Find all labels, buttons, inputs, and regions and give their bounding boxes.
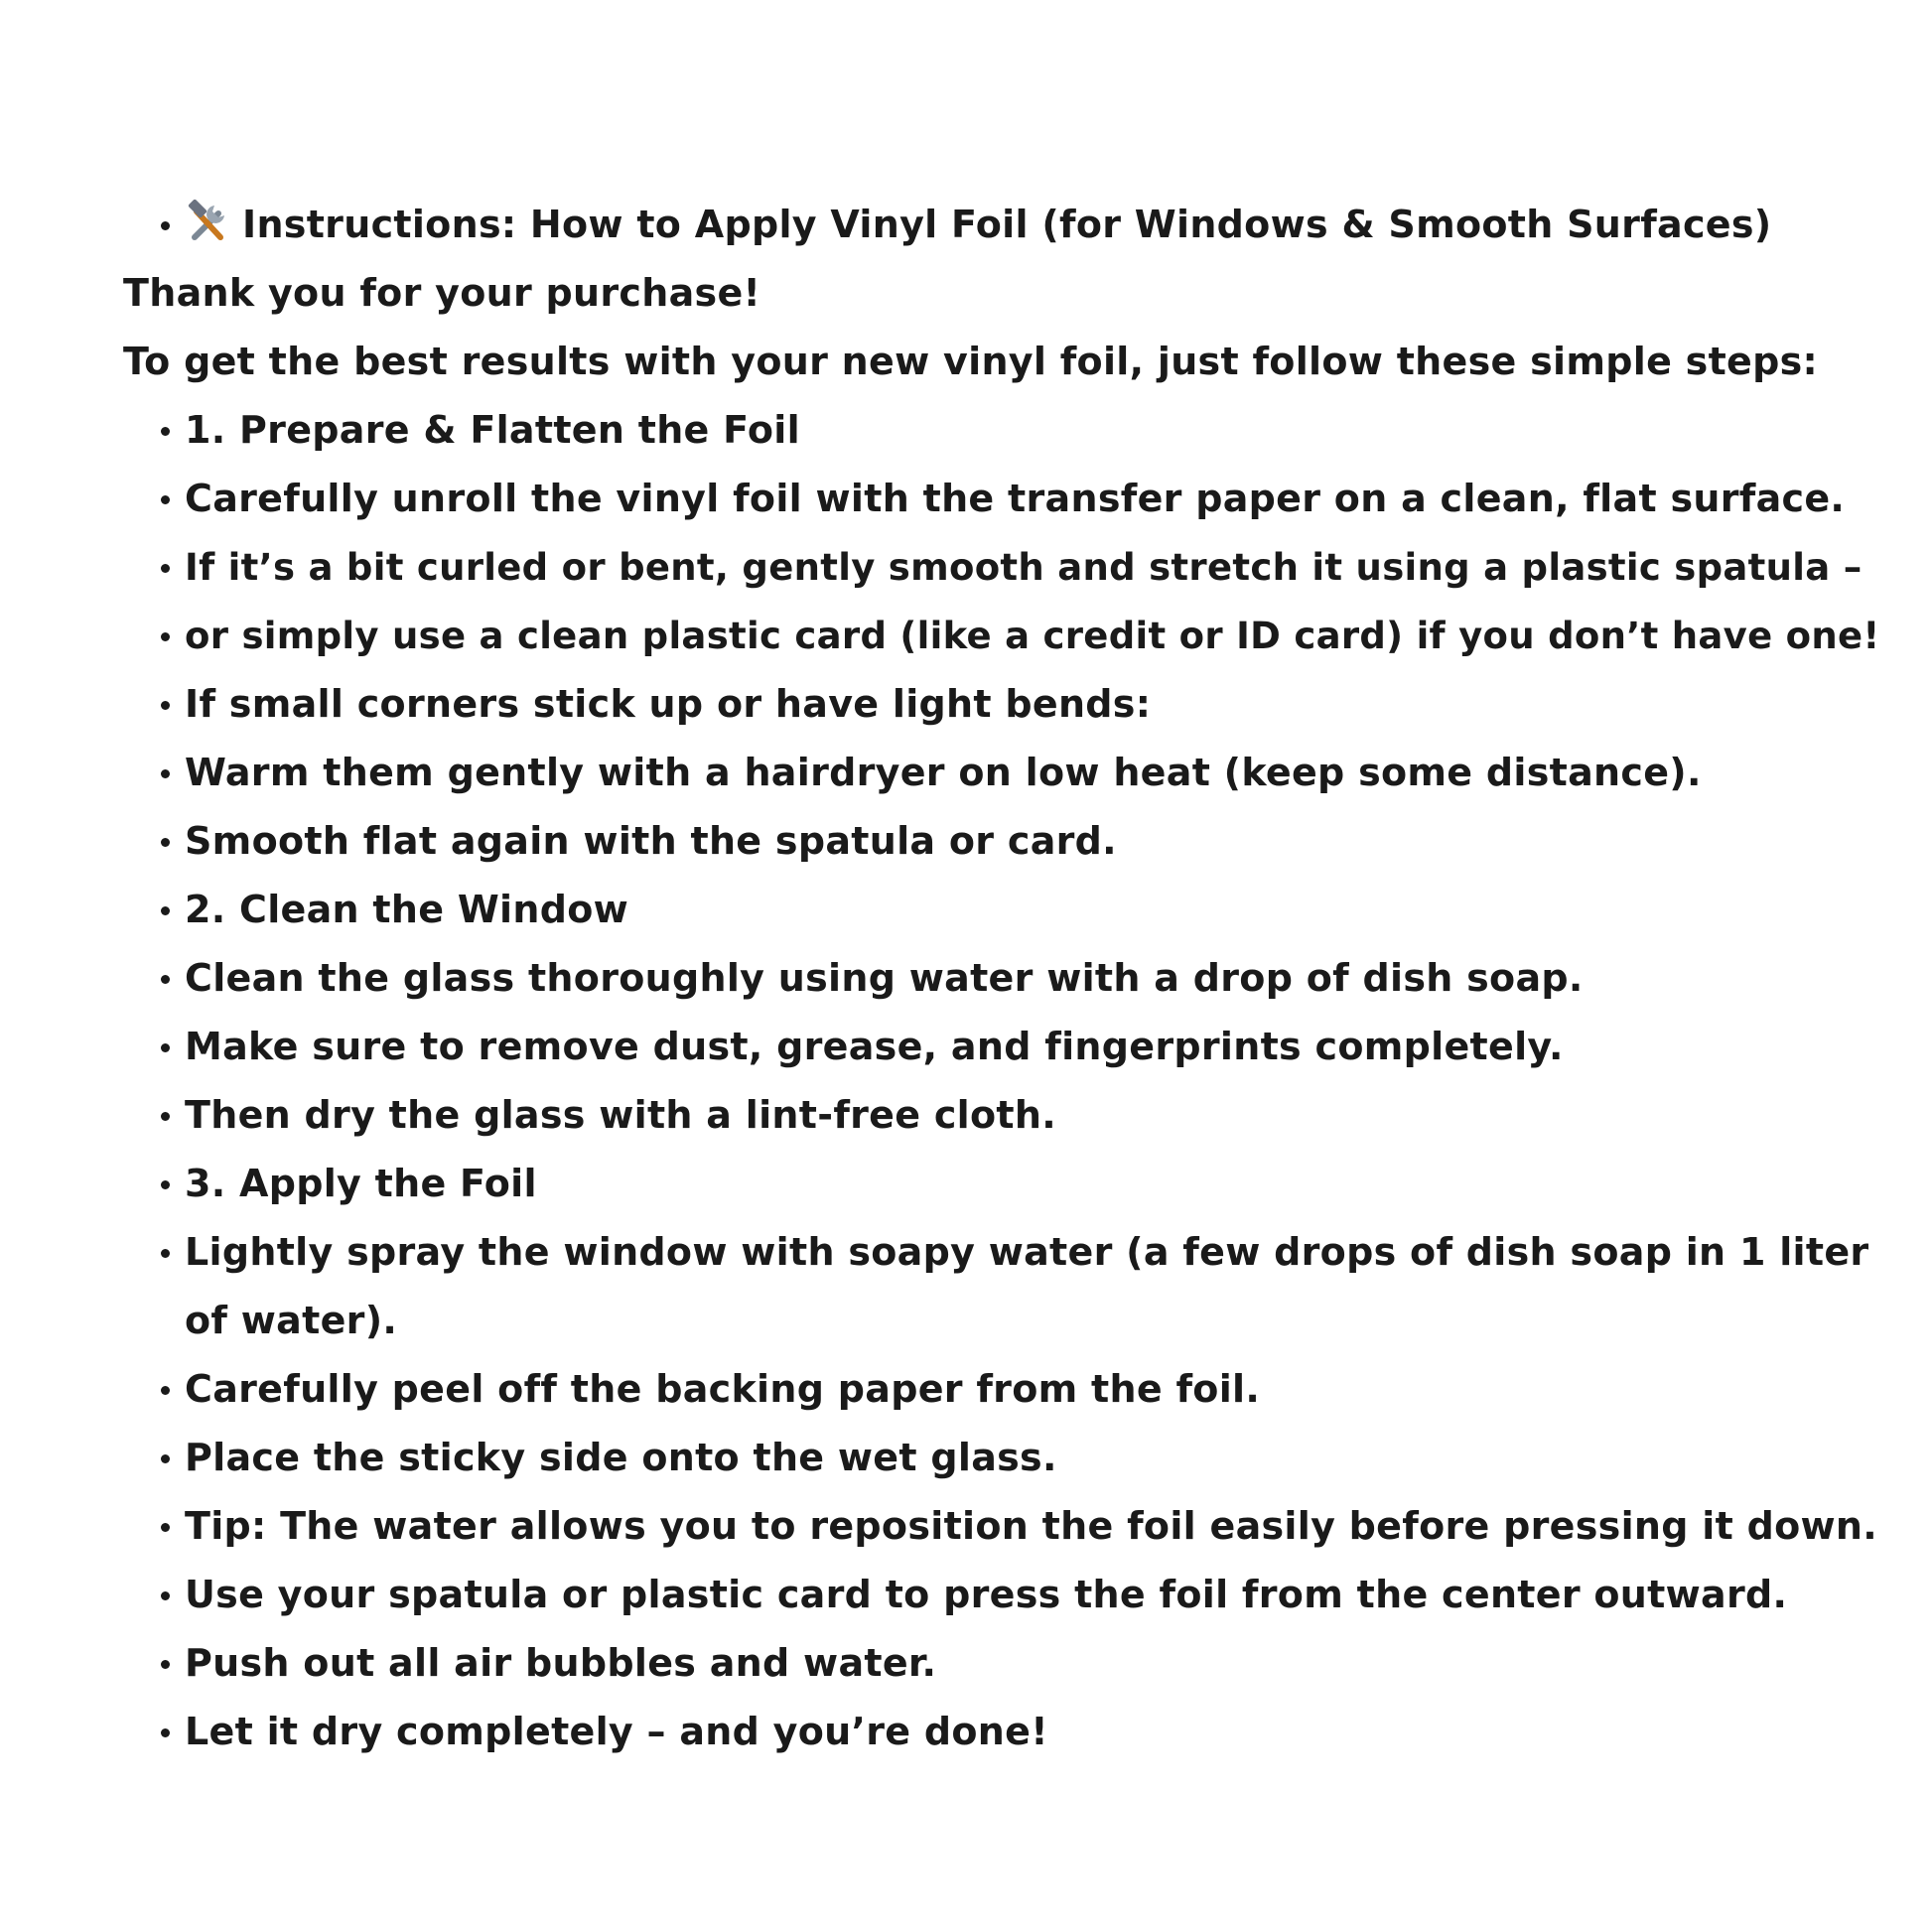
intro-line: To get the best results with your new vinyl foil, just follow these simple steps: bbox=[123, 340, 1819, 383]
list-item-continuation: of water). bbox=[185, 1299, 398, 1342]
list-item: Push out all air bubbles and water. bbox=[123, 1629, 1890, 1698]
list-item: Use your spatula or plastic card to press the foil from the center outward. bbox=[123, 1561, 1890, 1629]
list-item: Carefully peel off the backing paper from the foil. bbox=[123, 1355, 1890, 1424]
list-item: Warm them gently with a hairdryer on low heat (keep some distance). bbox=[123, 739, 1890, 807]
list-item: Let it dry completely – and you’re done! bbox=[123, 1698, 1890, 1766]
tip-item: Tip: The water allows you to reposition the foil easily before pressing it down. bbox=[123, 1492, 1890, 1561]
step-3-heading: 3. Apply the Foil bbox=[123, 1150, 1890, 1218]
list-item: Lightly spray the window with soapy water (a few drops of dish soap in 1 liter bbox=[123, 1218, 1890, 1287]
instructions-document bbox=[123, 191, 1890, 1766]
title-line bbox=[123, 191, 1890, 259]
list-item: Make sure to remove dust, grease, and fingerprints completely. bbox=[123, 1013, 1890, 1081]
list-item: Carefully unroll the vinyl foil with the transfer paper on a clean, flat surface. bbox=[123, 465, 1890, 533]
list-item: If it’s a bit curled or bent, gently smooth and stretch it using a plastic spatula – bbox=[123, 533, 1890, 602]
list-item: Place the sticky side onto the wet glass. bbox=[123, 1424, 1890, 1492]
list-item: Smooth flat again with the spatula or card. bbox=[123, 807, 1890, 876]
hammer-and-wrench-icon bbox=[185, 199, 230, 244]
title-text: Instructions: How to Apply Vinyl Foil (for Windows & Smooth Surfaces) bbox=[242, 203, 1772, 246]
list-item: or simply use a clean plastic card (like a credit or ID card) if you don’t have one! bbox=[123, 602, 1890, 670]
thanks-line: Thank you for your purchase! bbox=[123, 271, 761, 315]
list-item: If small corners stick up or have light bends: bbox=[123, 670, 1890, 739]
step-1-heading: 1. Prepare & Flatten the Foil bbox=[123, 396, 1890, 465]
list-item: Clean the glass thoroughly using water with a drop of dish soap. bbox=[123, 944, 1890, 1013]
list-item: Then dry the glass with a lint-free cloth. bbox=[123, 1081, 1890, 1150]
step-2-heading: 2. Clean the Window bbox=[123, 876, 1890, 944]
